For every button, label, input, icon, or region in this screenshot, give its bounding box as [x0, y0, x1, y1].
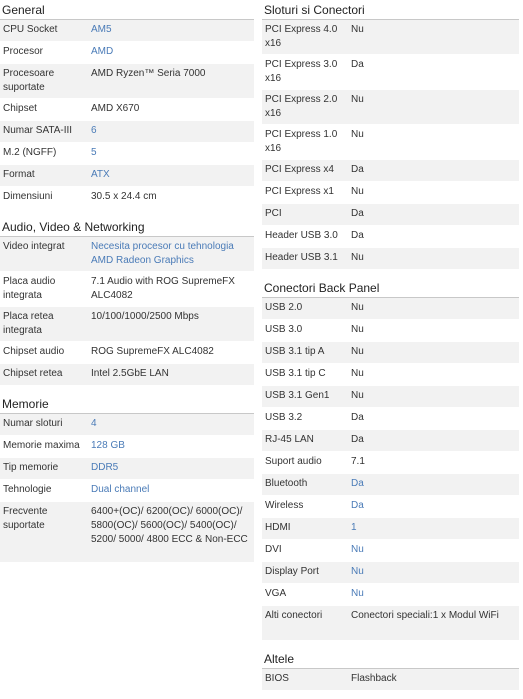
- section-title-sloturi-si-conectori: Sloturi si Conectori: [262, 1, 519, 20]
- spec-value: AMD Ryzen™ Seria 7000: [91, 68, 206, 79]
- spec-table-sloturi-si-conectori: [262, 20, 519, 270]
- spec-label: Chipset retea: [3, 368, 63, 379]
- spec-row: [262, 408, 519, 430]
- spec-row: [0, 42, 254, 64]
- spec-row: [262, 562, 519, 584]
- spec-label: USB 3.1 tip C: [265, 368, 326, 379]
- spec-table-audio-video-networking: [0, 237, 254, 386]
- spec-label: Tip memorie: [3, 462, 59, 473]
- spec-label: Wireless: [265, 500, 304, 511]
- section-title-conectori-back-panel: Conectori Back Panel: [262, 279, 519, 298]
- spec-value: 30.5 x 24.4 cm: [91, 191, 157, 202]
- spec-label: Placa audio integrata: [3, 276, 56, 301]
- spec-value-link[interactable]: 6: [91, 125, 97, 136]
- spec-value-link[interactable]: Nu: [351, 544, 364, 555]
- spec-value: 7.1: [351, 456, 365, 467]
- spec-value: Nu: [351, 24, 364, 35]
- spec-value: AMD X670: [91, 103, 140, 114]
- spec-row: [0, 165, 254, 187]
- spec-label: Numar sloturi: [3, 418, 63, 429]
- spec-value-link[interactable]: ATX: [91, 169, 110, 180]
- spec-value: Da: [351, 59, 364, 70]
- spec-value-link[interactable]: AMD: [91, 46, 114, 57]
- spec-label: USB 3.0: [265, 324, 303, 335]
- spec-value: Da: [351, 434, 364, 445]
- spec-row: [0, 364, 254, 386]
- spec-label: RJ-45 LAN: [265, 434, 314, 445]
- spec-label: Video integrat: [3, 241, 65, 252]
- section-spacer: [0, 209, 254, 217]
- spec-label: Memorie maxima: [3, 440, 80, 451]
- spec-label: Numar SATA-III: [3, 125, 73, 136]
- spec-value: ROG SupremeFX ALC4082: [91, 346, 214, 357]
- spec-row: [262, 518, 519, 540]
- section-title-audio-video-networking: Audio, Video & Networking: [0, 218, 254, 237]
- spec-row: [262, 540, 519, 562]
- right-column: [262, 0, 519, 691]
- spec-label: Procesor: [3, 46, 44, 57]
- spec-value-link[interactable]: 5: [91, 147, 97, 158]
- spec-label: Chipset audio: [3, 346, 65, 357]
- spec-value-link[interactable]: Dual channel: [91, 484, 150, 495]
- spec-row: [262, 584, 519, 606]
- spec-label: VGA: [265, 588, 287, 599]
- section-spacer: [0, 386, 254, 394]
- spec-row: [0, 272, 254, 307]
- spec-label: PCI Express x4: [265, 164, 334, 175]
- spec-value-link[interactable]: DDR5: [91, 462, 119, 473]
- spec-value: Intel 2.5GbE LAN: [91, 368, 169, 379]
- spec-value: Da: [351, 230, 364, 241]
- spec-row: [262, 386, 519, 408]
- spec-value: Da: [351, 412, 364, 423]
- spec-label: Tehnologie: [3, 484, 52, 495]
- spec-row: [262, 320, 519, 342]
- spec-row: [262, 90, 519, 125]
- section-title-memorie: Memorie: [0, 395, 254, 414]
- spec-value: Nu: [351, 302, 364, 313]
- spec-value: Flashback: [351, 673, 397, 684]
- spec-label: BIOS: [265, 673, 289, 684]
- section-title-altele: Altele: [262, 650, 519, 669]
- spec-value: Conectori speciali:1 x Modul WiFi: [351, 610, 499, 621]
- spec-row: [262, 125, 519, 160]
- spec-value-link[interactable]: 4: [91, 418, 97, 429]
- spec-value: Nu: [351, 324, 364, 335]
- section-spacer: [262, 270, 519, 278]
- spec-row: [262, 298, 519, 320]
- spec-row: [262, 669, 519, 691]
- spec-label: USB 3.1 Gen1: [265, 390, 330, 401]
- spec-table-general: [0, 20, 254, 209]
- spec-value-link[interactable]: AM5: [91, 24, 112, 35]
- spec-label: Frecvente suportate: [3, 506, 48, 531]
- spec-row: [262, 452, 519, 474]
- spec-value: Nu: [351, 129, 364, 140]
- spec-row: [0, 20, 254, 42]
- spec-label: Procesoare suportate: [3, 68, 55, 93]
- spec-label: Alti conectori: [265, 610, 323, 621]
- spec-label: M.2 (NGFF): [3, 147, 57, 158]
- spec-table-memorie: [0, 414, 254, 563]
- spec-label: PCI: [265, 208, 282, 219]
- spec-label: PCI Express 1.0 x16: [265, 129, 338, 154]
- spec-row: [262, 496, 519, 518]
- left-column: [0, 0, 254, 563]
- spec-row: [262, 248, 519, 270]
- spec-row: [262, 430, 519, 452]
- spec-row: [262, 474, 519, 496]
- spec-row: [0, 307, 254, 342]
- spec-row: [262, 160, 519, 182]
- spec-row: [262, 226, 519, 248]
- spec-value: Nu: [351, 94, 364, 105]
- spec-row: [0, 99, 254, 121]
- spec-row: [0, 502, 254, 563]
- spec-value: 7.1 Audio with ROG SupremeFX ALC4082: [91, 276, 235, 301]
- spec-row: [0, 237, 254, 272]
- spec-label: Chipset: [3, 103, 37, 114]
- spec-table-altele: [262, 669, 519, 691]
- spec-value: Nu: [351, 346, 364, 357]
- spec-row: [0, 480, 254, 502]
- spec-table-conectori-back-panel: [262, 298, 519, 641]
- spec-row: [262, 20, 519, 55]
- spec-row: [0, 436, 254, 458]
- spec-label: Dimensiuni: [3, 191, 53, 202]
- spec-row: [262, 55, 519, 90]
- spec-label: Header USB 3.1: [265, 252, 338, 263]
- spec-label: PCI Express 3.0 x16: [265, 59, 338, 84]
- spec-label: Bluetooth: [265, 478, 308, 489]
- spec-row: [0, 458, 254, 480]
- spec-row: [0, 121, 254, 143]
- spec-value: Nu: [351, 390, 364, 401]
- spec-value: 10/100/1000/2500 Mbps: [91, 311, 199, 322]
- spec-value: Da: [351, 164, 364, 175]
- spec-value: Nu: [351, 186, 364, 197]
- spec-label: Placa retea integrata: [3, 311, 54, 336]
- spec-label: Display Port: [265, 566, 319, 577]
- section-spacer: [262, 641, 519, 649]
- spec-row: [262, 606, 519, 641]
- spec-label: USB 3.1 tip A: [265, 346, 325, 357]
- spec-row: [262, 204, 519, 226]
- spec-label: HDMI: [265, 522, 291, 533]
- spec-value: 6400+(OC)/ 6200(OC)/ 6000(OC)/ 5800(OC)/ 5600(OC)/ 5400(OC)/ 5200/ 5000/ 4800 ECC & Non-ECC: [91, 506, 248, 545]
- spec-row: [0, 143, 254, 165]
- spec-row: [262, 342, 519, 364]
- spec-value-link[interactable]: 1: [351, 522, 357, 533]
- spec-value: Da: [351, 208, 364, 219]
- spec-label: USB 3.2: [265, 412, 303, 423]
- spec-label: USB 2.0: [265, 302, 303, 313]
- spec-value-link[interactable]: Nu: [351, 588, 364, 599]
- spec-label: Header USB 3.0: [265, 230, 338, 241]
- spec-label: PCI Express 2.0 x16: [265, 94, 338, 119]
- spec-label: PCI Express 4.0 x16: [265, 24, 338, 49]
- spec-value-link[interactable]: Necesita procesor cu tehnologia AMD Radeon Graphics: [91, 241, 234, 266]
- spec-label: DVI: [265, 544, 282, 555]
- spec-row: [0, 64, 254, 99]
- spec-row: [0, 187, 254, 209]
- spec-row: [262, 364, 519, 386]
- spec-value-link[interactable]: Da: [351, 500, 364, 511]
- spec-row: [0, 414, 254, 436]
- spec-label: CPU Socket: [3, 24, 58, 35]
- spec-row: [262, 182, 519, 204]
- spec-value-link[interactable]: Nu: [351, 566, 364, 577]
- spec-label: Suport audio: [265, 456, 322, 467]
- spec-value: Nu: [351, 368, 364, 379]
- section-title-general: General: [0, 1, 254, 20]
- spec-row: [0, 342, 254, 364]
- spec-value-link[interactable]: Da: [351, 478, 364, 489]
- spec-label: PCI Express x1: [265, 186, 334, 197]
- spec-label: Format: [3, 169, 35, 180]
- spec-value: Nu: [351, 252, 364, 263]
- spec-value-link[interactable]: 128 GB: [91, 440, 125, 451]
